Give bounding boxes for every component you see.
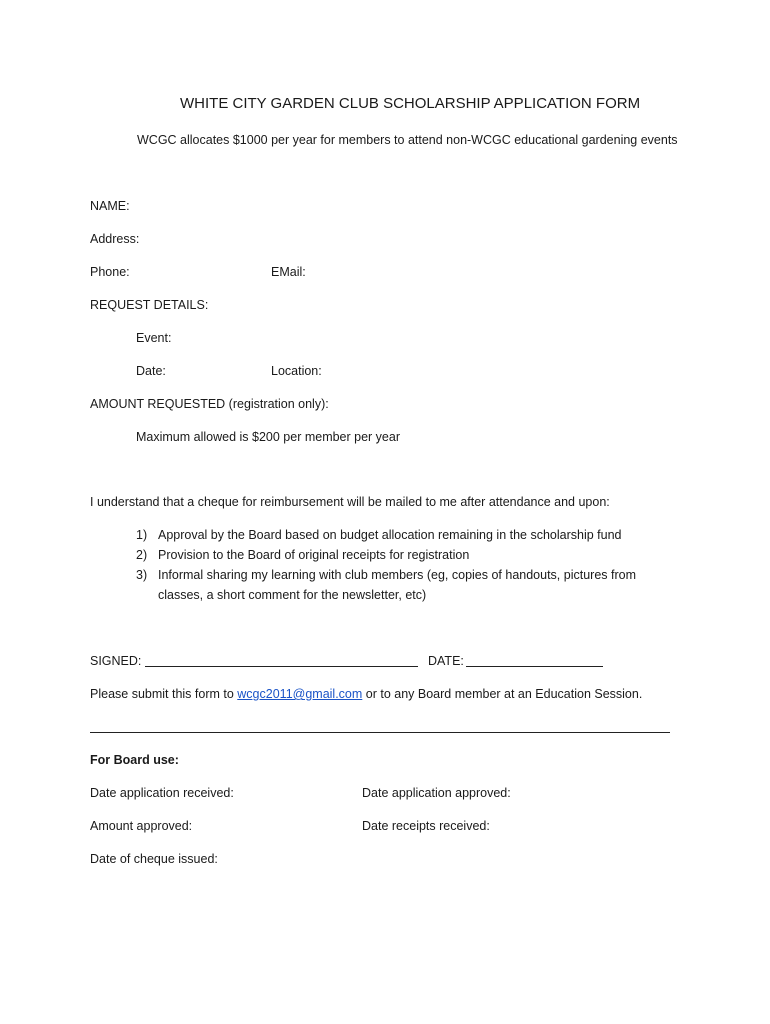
list-item-number: 3): [136, 568, 148, 582]
signature-date-label: DATE:: [428, 654, 464, 668]
understanding-intro: I understand that a cheque for reimbursement will be mailed to me after attendance and upon:: [90, 495, 610, 509]
date-received-label: Date application received:: [90, 786, 234, 800]
request-details-label: REQUEST DETAILS:: [90, 298, 209, 312]
submit-prefix: Please submit this form to: [90, 687, 238, 701]
date-cheque-label: Date of cheque issued:: [90, 852, 218, 866]
signed-label: SIGNED:: [90, 654, 142, 668]
phone-label: Phone:: [90, 265, 130, 279]
signature-date-line[interactable]: [466, 666, 603, 667]
amount-requested-label: AMOUNT REQUESTED (registration only):: [90, 397, 329, 411]
list-item: Informal sharing my learning with club members (eg, copies of handouts, pictures from: [158, 568, 636, 582]
list-item-number: 2): [136, 548, 148, 562]
form-subtitle: WCGC allocates $1000 per year for members to attend non-WCGC educational gardening events: [137, 133, 678, 147]
list-item-number: 1): [136, 528, 148, 542]
event-label: Event:: [136, 331, 172, 345]
maximum-allowed-note: Maximum allowed is $200 per member per year: [136, 430, 400, 444]
email-label: EMail:: [271, 265, 306, 279]
submit-instructions: [90, 686, 642, 702]
section-divider: [90, 732, 670, 733]
date-label: Date:: [136, 364, 166, 378]
signature-line[interactable]: [145, 666, 418, 667]
name-label: NAME:: [90, 199, 130, 213]
list-item: Approval by the Board based on budget allocation remaining in the scholarship fund: [158, 528, 622, 542]
submit-suffix: or to any Board member at an Education Session.: [362, 687, 643, 701]
date-receipts-label: Date receipts received:: [362, 819, 490, 833]
list-item: Provision to the Board of original receipts for registration: [158, 548, 470, 562]
submit-email-link[interactable]: wcgc2011@gmail.com: [237, 687, 363, 701]
form-title: WHITE CITY GARDEN CLUB SCHOLARSHIP APPLICATION FORM: [180, 95, 641, 112]
list-item-continuation: classes, a short comment for the newsletter, etc): [158, 588, 427, 602]
date-approved-label: Date application approved:: [362, 786, 511, 800]
location-label: Location:: [271, 364, 322, 378]
board-use-heading: For Board use:: [90, 753, 179, 767]
address-label: Address:: [90, 232, 140, 246]
amount-approved-label: Amount approved:: [90, 819, 193, 833]
